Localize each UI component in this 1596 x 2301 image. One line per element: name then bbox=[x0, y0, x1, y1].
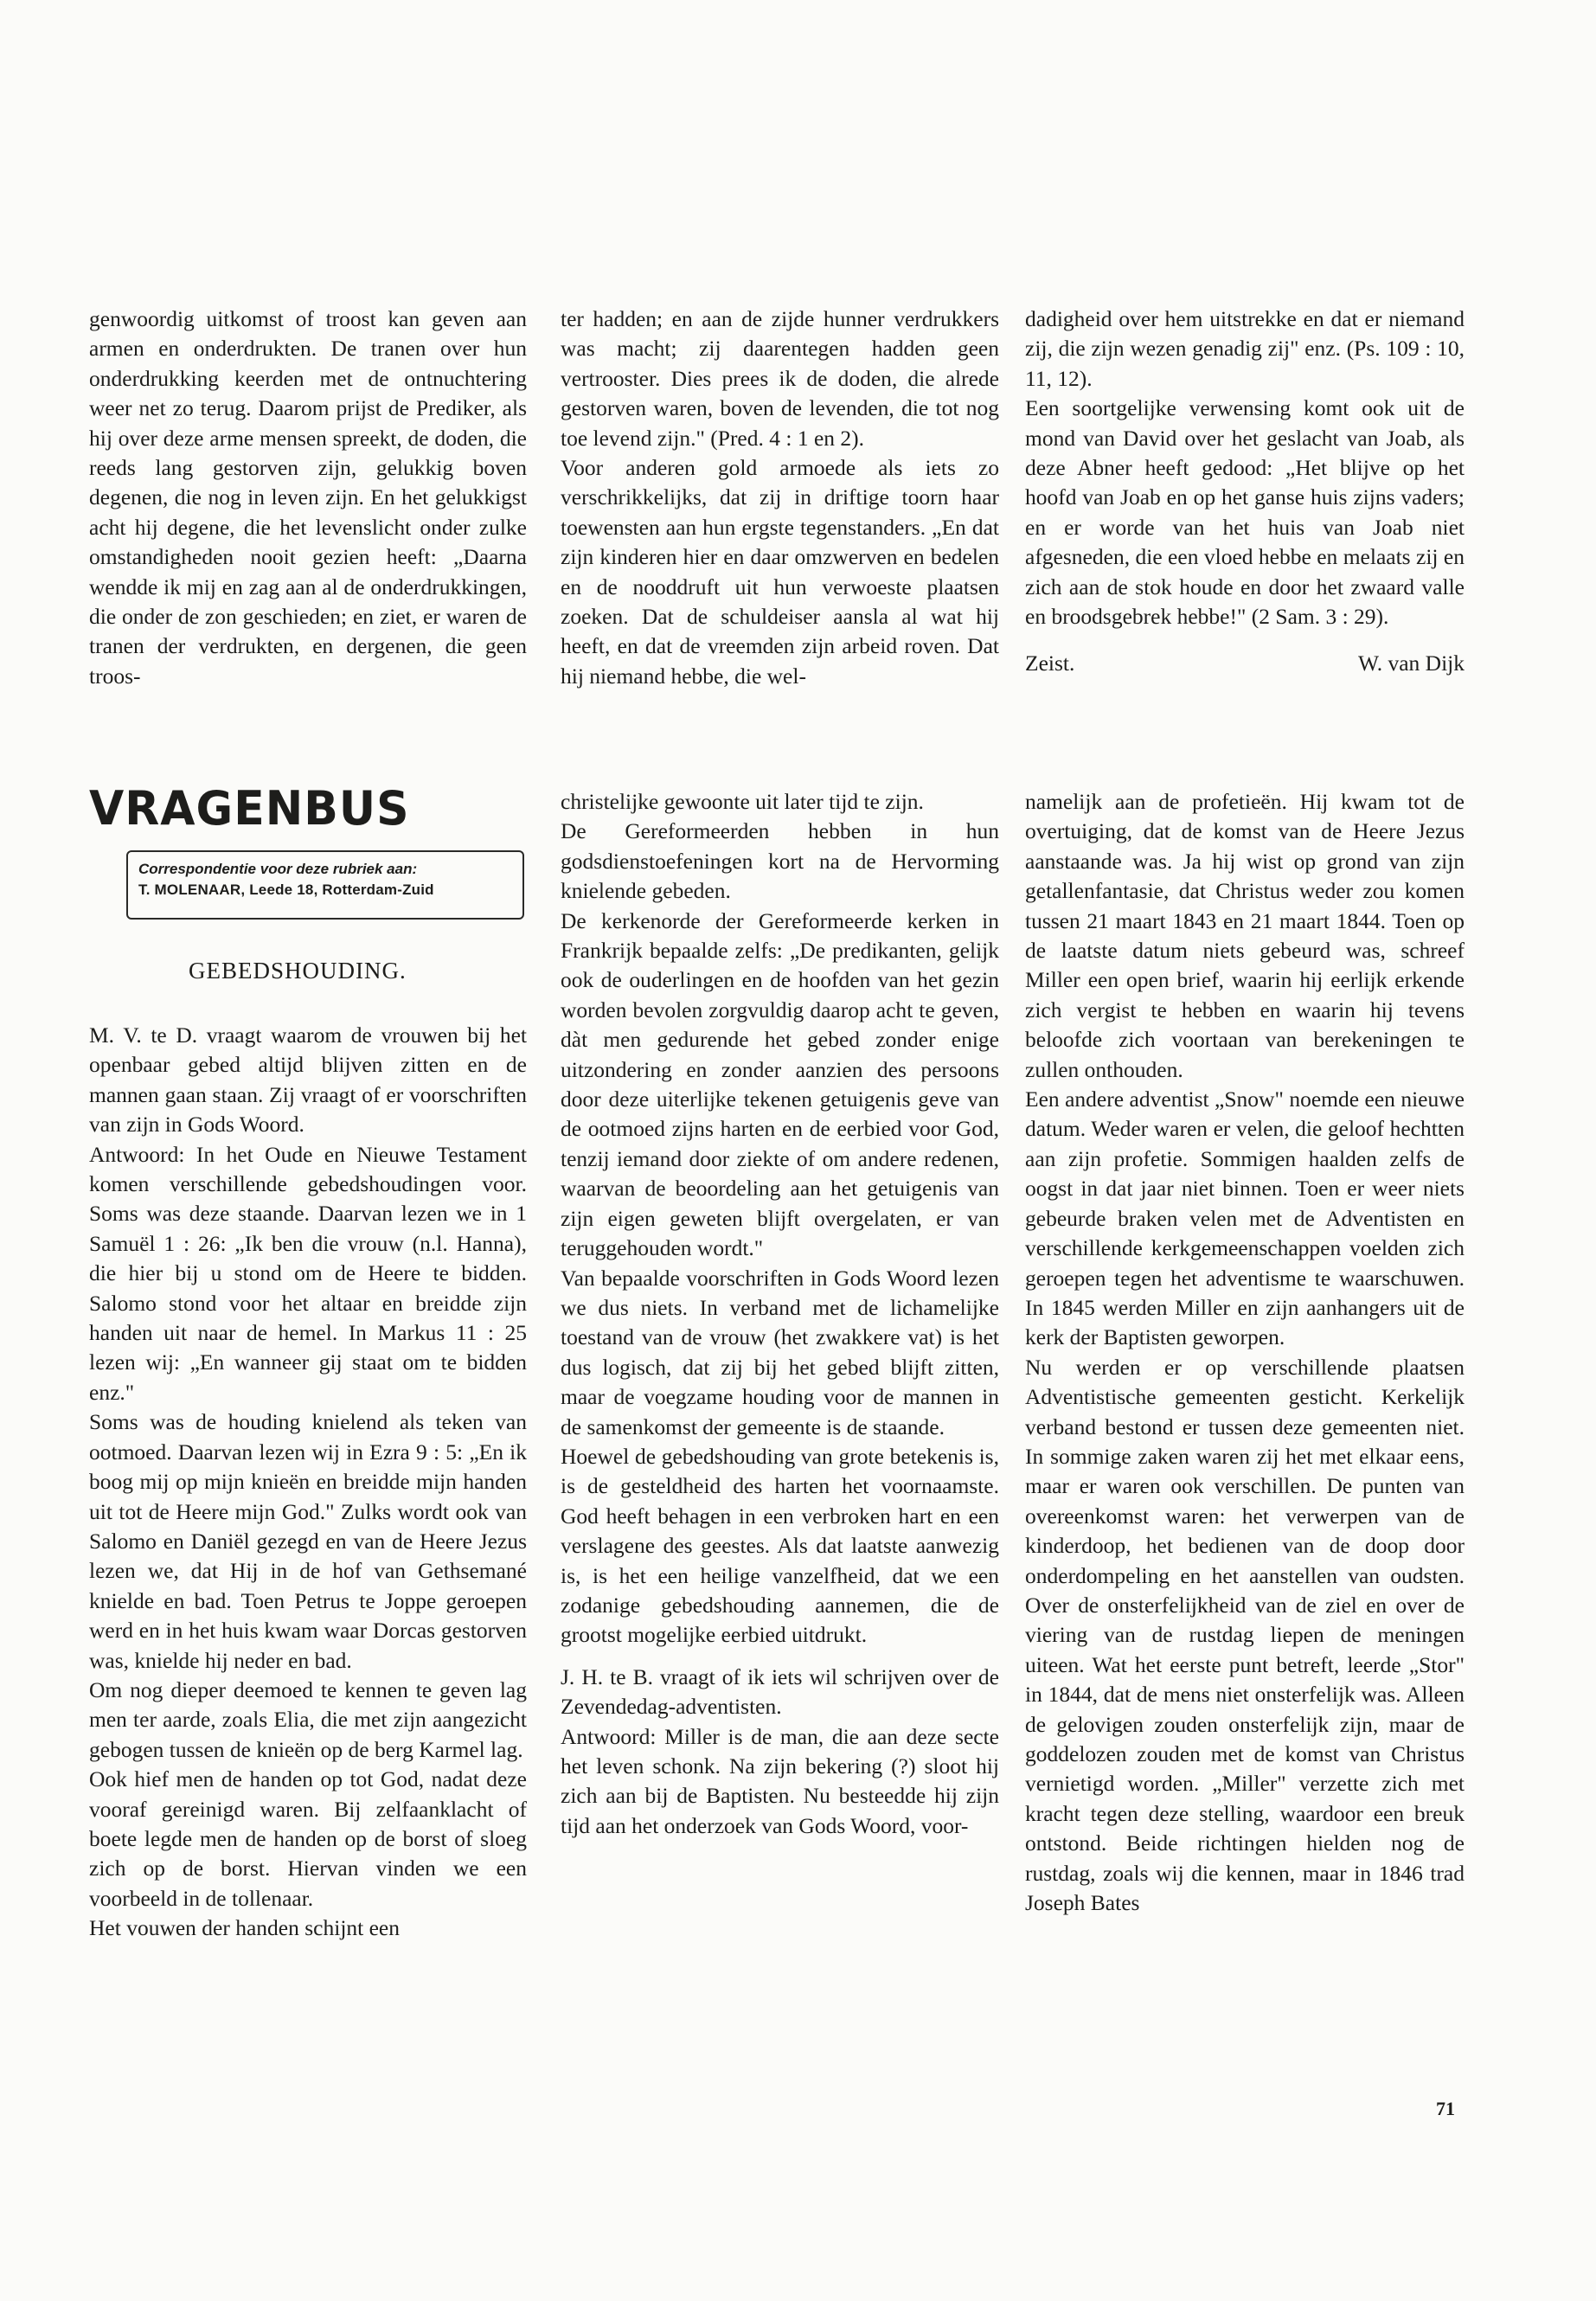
correspondence-line-1: Correspondentie voor deze rubriek aan: bbox=[138, 861, 418, 877]
paragraph: dadigheid over hem uitstrekke en dat er niemand zij, die zijn wezen genadig zij" enz. (Ps. 109 : 10, 11, 12). bbox=[1025, 306, 1465, 391]
paragraph: Van bepaalde voorschriften in Gods Woord lezen we dus niets. In verband met de lichamelijke toestand van de vrouw (het zwakkere vat) is het dus logisch, dat zij bij het gebed blijft zitten, maar de voegzame houding voor de mannen in de samenkomst der gemeente is de staande. bbox=[561, 1265, 999, 1439]
correspondence-address: T. MOLENAAR, Leede 18, Rotterdam-Zuid bbox=[138, 881, 434, 898]
top-column-3 bbox=[1025, 304, 1465, 679]
paragraph: De kerkenorde der Gereformeerde kerken in Frankrijk bepaalde zelfs: „De predikanten, gelijk ook de ouderlingen en de hoofden van het gezin worden bevolen zorgvuldig daarop acht te geven, dàt men gedurende het gebed zonder enige uitzondering en zonder aanzien des persoons door deze uiterlijke tekenen getuigenis geve van de ootmoed zijns harten en de eerbied voor God, tenzij iemand door ziekte of om andere redenen, waarvan de beoordeling aan het getuigenis van zijn eigen geweten blijft overgelaten, er van teruggehouden wordt." bbox=[561, 907, 999, 1261]
article-subheading: GEBEDSHOUDING. bbox=[189, 958, 407, 984]
paragraph: M. V. te D. vraagt waarom de vrouwen bij het openbaar gebed altijd blijven zitten en de mannen gaan staan. Zij vraagt of er voorschriften van zijn in Gods Woord. bbox=[89, 1022, 527, 1138]
top-column-2 bbox=[561, 304, 999, 691]
paragraph: Antwoord: In het Oude en Nieuwe Testament komen verschillende gebedshoudingen voor. Soms was deze staande. Daarvan lezen we in 1 Samuël 1 : 26: „Ik ben die vrouw (n.l. Hanna), die hier bij u stond om de Heere te bidden. Salomo stond voor het altaar en breidde zijn handen uit naar de hemel. In Markus 11 : 25 lezen wij: „En wanneer gij staat om te bidden enz." bbox=[89, 1141, 527, 1405]
paragraph: christelijke gewoonte uit later tijd te zijn. bbox=[561, 789, 924, 814]
signoff bbox=[1025, 649, 1465, 678]
bottom-column-2 bbox=[561, 787, 999, 1841]
paragraph: Ook hief men de handen op tot God, nadat deze vooraf gereinigd waren. Bij zelfaanklacht of boete legde men de handen op de borst of sloeg zich op de borst. Hiervan vinden we een voorbeeld in de tollenaar. bbox=[89, 1766, 527, 1911]
signoff-author: W. van Dijk bbox=[1357, 651, 1465, 676]
top-column-1 bbox=[89, 304, 527, 691]
paragraph: J. H. te B. vraagt of ik iets wil schrijven over de Zevendedag-adventisten. bbox=[561, 1663, 999, 1720]
paragraph: Een soortgelijke verwensing komt ook uit de mond van David over het geslacht van Joab, als deze Abner heeft gedood: „Het blijve op het hoofd van Joab en op het ganse huis zijns vaders; en er worde van het huis van Joab niet afgesneden, die een vloed hebbe en melaats zij en zich aan de stok houde en door het zwaard valle en broodsgebrek hebbe!" (2 Sam. 3 : 29). bbox=[1025, 395, 1465, 630]
paragraph: Een andere adventist „Snow" noemde een nieuwe datum. Weder waren er velen, die geloof hechtten aan zijn profetie. Sommigen haalden zelfs de oogst in dat jaar niet binnen. Toen er weer niets gebeurde braken velen met de Adventisten en verschillende kerkgemeenschappen voelden zich geroepen tegen het adventisme te waarschuwen. In 1845 werden Miller en zijn aanhangers uit de kerk der Baptisten geworpen. bbox=[1025, 1086, 1465, 1350]
page-number: 71 bbox=[1436, 2098, 1455, 2119]
paragraph: De Gereformeerden hebben in hun godsdienstoefeningen kort na de Hervorming knielende gebeden. bbox=[561, 818, 999, 904]
paragraph: Hoewel de gebedshouding van grote betekenis is, is de gesteldheid des harten het voornaamste. God heeft behagen in een verbroken hart en een verslagene des geestes. Als dat laatste aanwezig is, is het een heilige vanzelfheid, dat we een zodanige gebedshouding aannemen, die de grootst mogelijke eerbied uitdrukt. bbox=[561, 1443, 999, 1648]
paragraph: ter hadden; en aan de zijde hunner verdrukkers was macht; zij daarentegen hadden geen vertrooster. Dies prees ik de doden, die alrede gestorven waren, boven de levenden, die tot nog toe levend zijn." (Pred. 4 : 1 en 2). bbox=[561, 306, 999, 451]
bottom-column-1 bbox=[89, 1021, 527, 1944]
signoff-place: Zeist. bbox=[1025, 651, 1075, 676]
correspondence-box bbox=[126, 850, 524, 920]
paragraph: Antwoord: Miller is de man, die aan deze secte het leven schonk. Na zijn bekering (?) sloot hij zich aan bij de Baptisten. Nu besteedde hij zijn tijd aan het onderzoek van Gods Woord, voor- bbox=[561, 1723, 999, 1838]
paragraph: namelijk aan de profetieën. Hij kwam tot de overtuiging, dat de komst van de Heere Jezus aanstaande was. Ja hij wist op grond van zijn getallenfantasie, dat Christus weder zou komen tussen 21 maart 1843 en 21 maart 1844. Toen op de laatste datum niets gebeurd was, schreef Miller een open brief, waarin hij eerlijk erkende zich vergist te hebben en waarin hij tevens beloofde zich voortaan van berekeningen te zullen onthouden. bbox=[1025, 789, 1465, 1082]
section-heading: VRAGENBUS bbox=[89, 781, 410, 836]
paragraph: Het vouwen der handen schijnt een bbox=[89, 1915, 401, 1941]
paragraph: Nu werden er op verschillende plaatsen Adventistische gemeenten gesticht. Kerkelijk verband bestond er tussen deze gemeenten niet. In sommige zaken waren zij het met elkaar eens, maar er waren ook verschillen. De punten van overeenkomst waren: het verwerpen van de kinderdoop, het bedienen van de doop door onderdompeling en het aanstellen van oudsten. Over de onsterfelijkheid van de ziel en over de viering van de rustdag liepen de meningen uiteen. Wat het eerste punt betreft, leerde „Stor" in 1844, dat de mens niet onsterfelijk was. Alleen de gelovigen zouden onsterfelijk zijn, maar de goddelozen zouden met de komst van Christus vernietigd worden. „Miller" verzette zich met kracht tegen deze stelling, waardoor een breuk ontstond. Beide richtingen hielden nog de rustdag, zoals wij die kennen, maar in 1846 trad Joseph Bates bbox=[1025, 1354, 1465, 1916]
bottom-column-3 bbox=[1025, 787, 1465, 1918]
paragraph: Om nog dieper deemoed te kennen te geven lag men ter aarde, zoals Elia, die met zijn aangezicht gebogen tussen de knieën op de berg Karmel lag. bbox=[89, 1676, 527, 1762]
paragraph: genwoordig uitkomst of troost kan geven aan armen en onderdrukten. De tranen over hun onderdrukking keerden met de ontnuchtering weer net zo terug. Daarom prijst de Prediker, als hij over deze arme mensen spreekt, de doden, die reeds lang gestorven zijn, gelukkig boven degenen, die nog in leven zijn. En het gelukkigst acht hij degene, die het levenslicht onder zulke omstandigheden nooit gezien heeft: „Daarna wendde ik mij en zag aan al de onderdrukkingen, die onder de zon geschieden; en ziet, er waren de tranen der verdrukten, en dergenen, die geen troos- bbox=[89, 306, 527, 689]
paragraph: Voor anderen gold armoede als iets zo verschrikkelijks, dat zij in driftige toorn haar toewensten aan hun ergste tegenstanders. „En dat zijn kinderen hier en daar omzwerven en bedelen en de nooddruft uit hun verwoeste plaatsen zoeken. Dat de schuldeiser aansla al wat hij heeft, en dat de vreemden zijn arbeid roven. Dat hij niemand hebbe, die wel- bbox=[561, 455, 999, 689]
paragraph: Soms was de houding knielend als teken van ootmoed. Daarvan lezen wij in Ezra 9 : 5: „En ik boog mij op mijn knieën en breidde mijn handen uit tot de Heere mijn God." Zulks wordt ook van Salomo en Daniël gezegd en van de Heere Jezus lezen we, dat Hij in de hof van Gethsemané knielde en bad. Toen Petrus te Joppe geroepen werd en in het huis kwam waar Dorcas gestorven was, knielde hij neder en bad. bbox=[89, 1409, 527, 1673]
